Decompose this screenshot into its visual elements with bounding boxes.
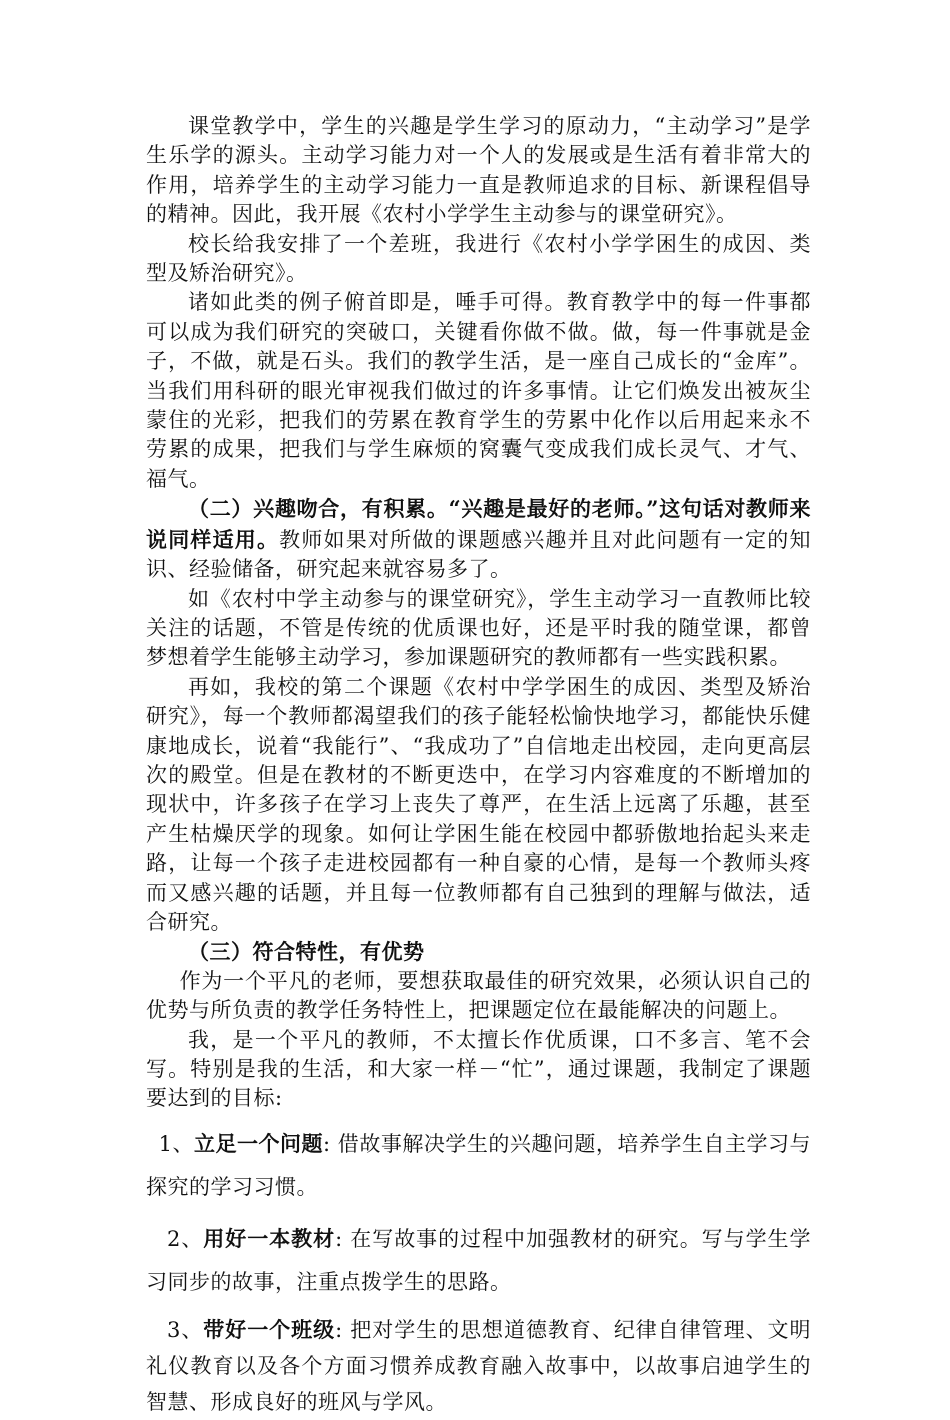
goal-item-3 <box>146 1312 811 1420</box>
goal-number: 3、 <box>167 1317 204 1342</box>
goal-number: 1、 <box>158 1131 194 1156</box>
document-page <box>146 112 811 1420</box>
section-two-paragraph <box>146 494 811 584</box>
goal-number: 2、 <box>167 1226 204 1251</box>
paragraph-example-one: 如《农村中学主动参与的课堂研究》，学生主动学习一直教师比较关注的话题，不管是传统的优质课也好，还是平时我的随堂课，都曾梦想着学生能够主动学习，参加课题研究的教师都有一些实践积累。 <box>146 586 811 670</box>
section-two-heading: （二）兴趣吻合，有积累。“兴趣是最好的老师。”这句话对教师来说同样适用。 <box>146 496 811 552</box>
goal-item-2 <box>146 1217 811 1304</box>
paragraph-examples: 诸如此类的例子俯首即是，唾手可得。教育教学中的每一件事都可以成为我们研究的突破口，关键看你做不做。做，每一件事就是金子，不做，就是石头。我们的教学生活，是一座自己成长的“金库”。当我们用科研的眼光审视我们做过的许多事情。让它们焕发出被灰尘蒙住的光彩，把我们的劳累在教育学生的劳累中化作以后用起来永不劳累的成果，把我们与学生麻烦的窝囊气变成我们成长灵气、才气、福气。 <box>146 290 811 491</box>
goal-text: : 把对学生的思想道德教育、纪律自律管理、文明礼仪教育以及各个方面习惯养成教育融入故事中，以故事启迪学生的智慧、形成良好的班风与学风。 <box>146 1317 812 1414</box>
goal-title: 立足一个问题 <box>193 1130 324 1156</box>
goal-text: : 在写故事的过程中加强教材的研究。写与学生学习同步的故事，注重点拨学生的思路。 <box>146 1226 812 1294</box>
goal-title: 用好一本教材 <box>203 1225 336 1251</box>
goal-title: 带好一个班级 <box>203 1316 336 1342</box>
paragraph-intro: 课堂教学中，学生的兴趣是学生学习的原动力，“主动学习”是学生乐学的源头。主动学习能力对一个人的发展或是生活有着非常大的作用，培养学生的主动学习能力一直是教师追求的目标、新课程倡导的精神。因此，我开展《农村小学学生主动参与的课堂研究》。 <box>146 114 811 227</box>
paragraph-example-two: 再如，我校的第二个课题《农村中学学困生的成因、类型及矫治研究》，每一个教师都渴望我们的孩子能轻松愉快地学习，都能快乐健康地成长，说着“我能行”、“我成功了”自信地走出校园，走向更高层次的殿堂。但是在教材的不断更迭中，在学习内容难度的不断增加的现状中，许多孩子在学习上丧失了尊严，在生活上远离了乐趣，甚至产生枯燥厌学的现象。如何让学困生能在校园中都骄傲地抬起头来走路，让每一个孩子走进校园都有一种自豪的心情，是每一个教师头疼而又感兴趣的话题，并且每一位教师都有自己独到的理解与做法，适合研究。 <box>146 674 811 934</box>
goal-text: : 借故事解决学生的兴趣问题，培养学生自主学习与探究的学习习惯。 <box>146 1131 812 1199</box>
paragraph-principal: 校长给我安排了一个差班，我进行《农村小学学困生的成因、类型及矫治研究》。 <box>146 231 811 286</box>
goal-item-1 <box>146 1122 811 1209</box>
paragraph-teacher: 作为一个平凡的老师，要想获取最佳的研究效果，必须认识自己的优势与所负责的教学任务特性上，把课题定位在最能解决的问题上。 <box>146 968 811 1023</box>
section-two-text: 教师如果对所做的课题感兴趣并且对此问题有一定的知识、经验储备，研究起来就容易多了。 <box>146 527 812 582</box>
paragraph-goals-intro: 我，是一个平凡的教师，不太擅长作优质课，口不多言、笔不会写。特别是我的生活，和大家一样－“忙”，通过课题，我制定了课题要达到的目标: <box>146 1027 811 1111</box>
section-three-heading: （三）符合特性，有优势 <box>188 939 425 965</box>
